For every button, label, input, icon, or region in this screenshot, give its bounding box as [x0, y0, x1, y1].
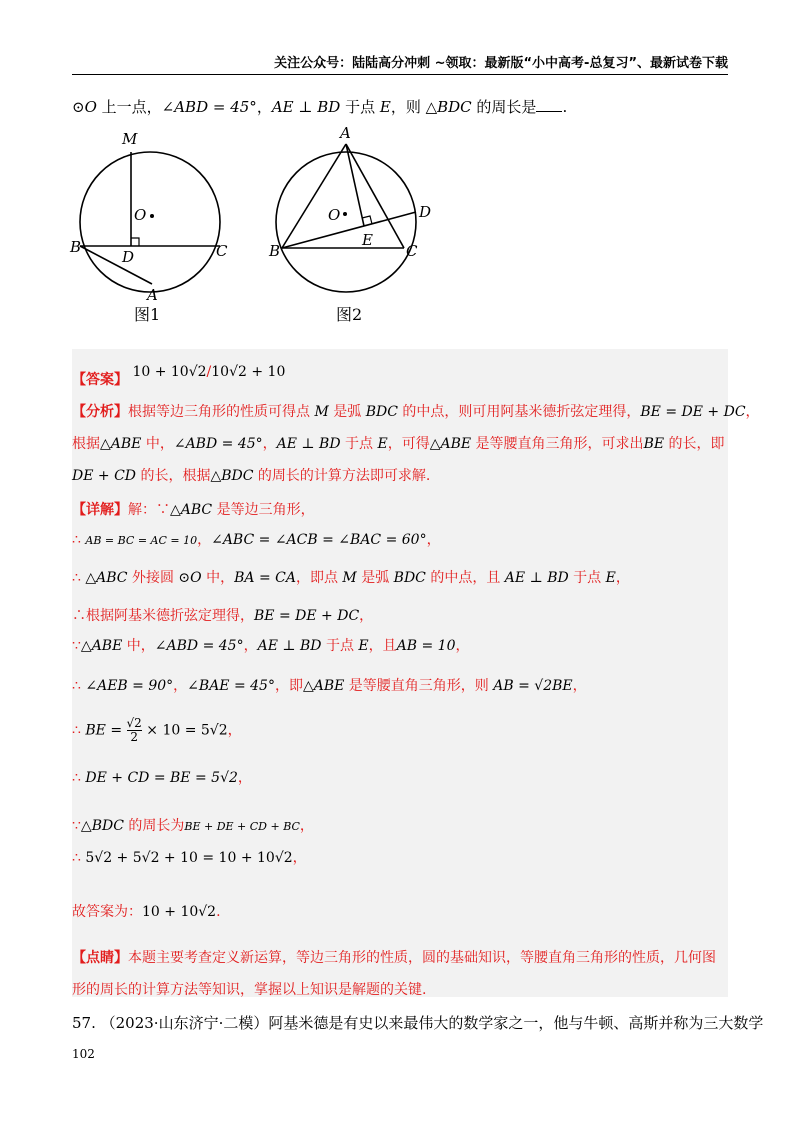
math: BE = DE + DC	[640, 404, 746, 420]
text: ，	[426, 532, 441, 548]
text: 中，	[201, 570, 235, 586]
detail-tag: 【详解】	[72, 502, 128, 518]
math: △BDC	[80, 818, 124, 834]
analysis-line-1	[72, 401, 760, 421]
text: 是等腰直角三角形，可求出	[471, 436, 644, 452]
text: 于点	[568, 570, 606, 586]
text: 的周长的计算方法即可求解.	[253, 468, 431, 484]
circle-1	[80, 152, 220, 292]
text: 的长，即	[664, 436, 725, 452]
math: BDC	[393, 570, 426, 586]
math: AE ⊥ BD	[504, 570, 569, 586]
analysis-tag: 【分析】	[72, 404, 128, 420]
label-m: M	[122, 130, 138, 148]
math: AE ⊥ BD	[257, 638, 322, 654]
text: ，	[262, 436, 277, 452]
math: △ABC	[170, 502, 213, 518]
detail-line-7	[72, 717, 242, 744]
detail-line-4	[72, 605, 373, 625]
text: ，可得	[387, 436, 430, 452]
answer-line	[72, 361, 286, 388]
text: 形的周长的计算方法等知识，掌握以上知识是解题的关键.	[72, 982, 427, 998]
answer-slash: /	[206, 364, 212, 380]
question-tail	[72, 96, 567, 117]
text: ，且	[368, 638, 397, 654]
math: △ABE	[80, 638, 123, 654]
text: .	[216, 904, 221, 920]
text: ，即点	[295, 570, 343, 586]
label-c-2: C	[406, 242, 418, 260]
therefore-symbol: ∴	[72, 532, 81, 548]
detail-line-5	[72, 635, 469, 655]
math: △ABE	[302, 678, 345, 694]
therefore-symbol: ∴	[72, 722, 81, 739]
analysis-line-2	[72, 433, 725, 453]
next-question-text: 57. （2023·山东济宁·二模）阿基米德是有史以来最伟大的数学家之一，他与牛顿、高斯并称为三大数学	[72, 1014, 764, 1032]
math: △ABC	[85, 570, 128, 586]
text: ∵	[72, 638, 81, 654]
math: E	[358, 638, 369, 654]
math: E	[377, 436, 388, 452]
math: 5√2 + 5√2 + 10 = 10 + 10√2	[85, 850, 293, 866]
figure-2-caption: 图2	[336, 305, 363, 324]
label-b-2: B	[269, 242, 281, 260]
answer-box	[72, 349, 760, 998]
perp-expr: AE ⊥ BD	[271, 98, 341, 116]
math: DE + CD	[72, 468, 137, 484]
text: ，	[745, 404, 760, 420]
geometry-figures	[72, 122, 452, 332]
label-a-1: A	[147, 286, 158, 304]
text: 的周长为	[123, 818, 185, 834]
fraction-denominator: 2	[130, 730, 138, 745]
label-o-1: O	[134, 206, 147, 224]
center-dot-1	[150, 214, 154, 218]
math: △ABE	[429, 436, 472, 452]
math: E	[605, 570, 616, 586]
math: 10 + 10√2	[142, 904, 217, 920]
page-number	[72, 1047, 95, 1061]
fraction	[127, 717, 142, 744]
math: △BDC	[210, 468, 254, 484]
detail-line-2	[72, 529, 441, 549]
analysis-line-3	[72, 465, 430, 485]
math: AB = √2BE	[493, 678, 573, 694]
label-c-1: C	[216, 242, 228, 260]
text: ，	[455, 638, 470, 654]
math: BE + DE + CD + BC	[184, 820, 300, 833]
label-d-1: D	[122, 248, 135, 266]
text: 根据等边三角形的性质可得点	[128, 404, 315, 420]
therefore-symbol: ∴	[72, 770, 81, 786]
label-e-2: E	[362, 231, 373, 249]
math: M	[342, 570, 357, 586]
math: ⊙O	[178, 570, 202, 586]
text: 中，	[141, 436, 174, 452]
math: BE = DE + DC	[254, 608, 360, 624]
figure-1	[80, 152, 220, 292]
text: ，	[615, 570, 630, 586]
text: ，	[173, 678, 188, 694]
text: 是弧	[356, 570, 394, 586]
math: × 10 = 5√2	[146, 722, 228, 739]
math: BE =	[85, 722, 123, 739]
comment-tag: 【点睛】	[72, 950, 128, 966]
math: ∠ABD = 45°	[173, 436, 263, 452]
text: ，	[237, 770, 252, 786]
text: 是等腰直角三角形，则	[344, 678, 494, 694]
text: 于点	[321, 638, 359, 654]
therefore-symbol: ∴	[72, 570, 81, 586]
detail-line-8	[72, 767, 252, 787]
text: ，	[572, 678, 587, 694]
answer-value-2: 10√2 + 10	[211, 364, 286, 380]
text: 的长，根据	[136, 468, 211, 484]
label-o-2: O	[328, 206, 341, 224]
math: AE ⊥ BD	[276, 436, 341, 452]
math: BA = CA	[234, 570, 296, 586]
math: ∠AEB = 90°	[85, 678, 174, 694]
math: ∠ABD = 45°	[154, 638, 244, 654]
text: ，	[299, 818, 314, 834]
segment-ac	[346, 144, 404, 248]
detail-line-9	[72, 815, 314, 835]
math: ∠ABC = ∠ACB = ∠BAC = 60°	[211, 532, 427, 548]
detail-line-1	[72, 499, 315, 519]
comment-line-2	[72, 979, 426, 999]
label-d-2: D	[419, 203, 432, 221]
text: 的周长是	[471, 98, 537, 116]
circle-symbol: ⊙O	[72, 98, 97, 116]
text: ∴根据阿基米德折弦定理得，	[72, 608, 254, 624]
text: ，	[243, 638, 258, 654]
text: 是弧	[328, 404, 366, 420]
page-header	[72, 52, 728, 75]
math: AB = 10	[396, 638, 456, 654]
next-question	[72, 1012, 763, 1033]
text: ，	[227, 722, 242, 739]
center-dot-2	[343, 212, 347, 216]
figure-2	[276, 144, 416, 292]
label-a-2: A	[340, 124, 351, 142]
text: ，	[256, 98, 272, 116]
text: 于点	[340, 436, 378, 452]
header-text: 关注公众号：陆陆高分冲刺 ~领取：最新版“小中高考-总复习”、最新试卷下载	[274, 56, 728, 71]
right-angle-mark	[131, 238, 139, 246]
text: 的中点，则可用阿基米德折弦定理得，	[397, 404, 641, 420]
text: 根据	[72, 436, 100, 452]
detail-line-6	[72, 675, 587, 695]
math: M	[314, 404, 329, 420]
fraction-numerator: √2	[126, 716, 142, 730]
text: ，	[197, 532, 212, 548]
text: 故答案为：	[72, 904, 142, 920]
math: AB = BC = AC = 10	[85, 534, 198, 547]
answer-value-1: 10 + 10√2	[132, 364, 207, 380]
text: .	[562, 98, 568, 116]
text: ，	[292, 850, 307, 866]
detail-line-3	[72, 567, 630, 587]
point-label: E	[379, 98, 391, 116]
text: 本题主要考查定义新运算，等边三角形的性质，圆的基础知识，等腰直角三角形的性质，几何图	[128, 950, 716, 966]
math: ∠BAE = 45°	[187, 678, 275, 694]
math: BDC	[365, 404, 398, 420]
text: 外接圆	[127, 570, 179, 586]
detail-line-10	[72, 847, 307, 867]
text: ∵	[72, 818, 81, 834]
page-number-text: 102	[72, 1047, 95, 1061]
angle-expr: ∠ABD = 45°	[161, 98, 257, 116]
therefore-symbol: ∴	[72, 678, 81, 694]
answer-tag: 【答案】	[72, 372, 128, 388]
text: 上一点，	[96, 98, 162, 116]
circle-2	[276, 152, 416, 292]
segment-ba	[80, 246, 152, 284]
text: 的中点，且	[425, 570, 505, 586]
text: ，	[359, 608, 374, 624]
detail-line-11	[72, 901, 221, 921]
math: BE	[643, 436, 665, 452]
therefore-symbol: ∴	[72, 850, 81, 866]
text: 是等边三角形，	[212, 502, 315, 518]
triangle-expr: △BDC	[425, 98, 472, 116]
math: DE + CD = BE = 5√2	[85, 770, 238, 786]
text: 于点	[340, 98, 380, 116]
text: ，则	[390, 98, 426, 116]
comment-line-1	[72, 947, 716, 967]
figure-1-caption: 图1	[134, 305, 161, 324]
text: 中，	[122, 638, 155, 654]
segment-ae	[346, 144, 364, 226]
segment-bd	[282, 212, 416, 248]
text: ，即	[274, 678, 303, 694]
label-b-1: B	[70, 238, 82, 256]
answer-blank	[536, 111, 562, 112]
text: 解：∵	[128, 502, 170, 518]
math: △ABE	[100, 436, 142, 452]
